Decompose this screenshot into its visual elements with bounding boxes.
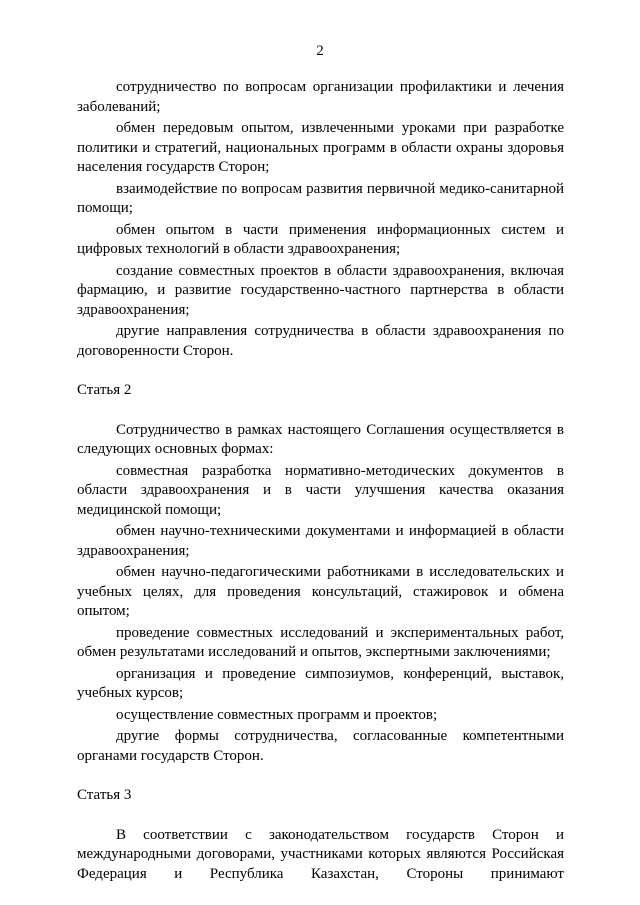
paragraph: В соответствии с законодательством государств Сторон и международными договорами, участниками которых являются Российская Федерация и Республика Казахстан, Стороны принимают — [77, 826, 564, 882]
paragraph: обмен научно-техническими документами и информацией в области здравоохранения; — [77, 523, 564, 559]
paragraph: обмен научно-педагогическими работниками в исследовательских и учебных целях, для проведения консультаций, стажировок и обмена опытом; — [77, 564, 564, 619]
paragraph: Сотрудничество в рамках настоящего Соглашения осуществляется в следующих основных формах: — [77, 421, 564, 457]
paragraph: создание совместных проектов в области здравоохранения, включая фармацию, и развитие государственно-частного партнерства в области здравоохранения; — [77, 262, 564, 318]
paragraph: проведение совместных исследований и экспериментальных работ, обмен результатами исследований и опытов, экспертными заключениями; — [77, 624, 564, 660]
article-heading: Статья 3 — [77, 787, 132, 803]
paragraph: сотрудничество по вопросам организации профилактики и лечения заболеваний; — [77, 79, 564, 115]
paragraph: другие формы сотрудничества, согласованные компетентными органами государств Сторон. — [77, 728, 564, 764]
paragraph: совместная разработка нормативно-методических документов в области здравоохранения и в части улучшения качества оказания медицинской помощи; — [77, 462, 564, 518]
paragraph: организация и проведение симпозиумов, конференций, выставок, учебных курсов; — [77, 665, 564, 701]
paragraph: взаимодействие по вопросам развития первичной медико-санитарной помощи; — [77, 180, 564, 216]
paragraph: осуществление совместных программ и проектов; — [116, 706, 438, 723]
document-body — [77, 78, 564, 886]
page-number: 2 — [316, 43, 324, 59]
paragraph: обмен опытом в части применения информационных систем и цифровых технологий в области здравоохранения; — [77, 221, 564, 257]
paragraph: обмен передовым опытом, извлеченными уроками при разработке политики и стратегий, национальных программ в области охраны здоровья населения государств Сторон; — [77, 120, 564, 175]
paragraph: другие направления сотрудничества в области здравоохранения по договоренности Сторон. — [77, 323, 564, 359]
article-heading: Статья 2 — [77, 382, 132, 398]
